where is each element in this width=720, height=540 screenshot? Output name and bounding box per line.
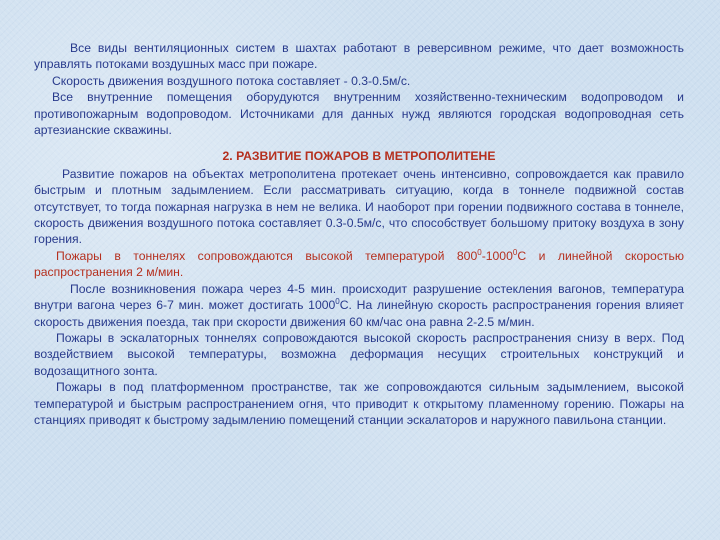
section-paragraph-glass-destruction xyxy=(34,281,684,330)
slide-content xyxy=(34,40,684,428)
intro-paragraph-ventilation: Все виды вентиляционных систем в шахтах работают в реверсивном режиме, что дает возможность управлять потоками воздушных масс при пожаре. xyxy=(34,41,684,72)
glass-destruction-text-b: С. На линейную скорость распространения горения влияет скорость движения поезда, так при скорости движения 60 км/час она равна 2-2.5 м/мин. xyxy=(34,298,684,329)
section-paragraph-escalator-fires: Пожары в эскалаторных тоннелях сопровождаются высокой скорость распространения снизу в верх. Под воздействием высокой температуры, возможна деформация несущих строительных конструкций и водозащитного зонта. xyxy=(34,330,684,378)
section-paragraph-platform-fires: Пожары в под платформенном пространстве, так же сопровождаются сильным задымлением, высокой температурой и быстрым распространением огня, что приводит к открытому пламенному горению. Пожары на станциях приводят к быстрому задымлению помещений станции эскалаторов и наружного павильона станции. xyxy=(34,380,684,427)
tunnel-fires-text-a: Пожары в тоннелях сопровождаются высокой температурой 800 xyxy=(56,248,478,263)
intro-paragraph-airflow-speed: Скорость движения воздушного потока составляет - 0.3-0.5м/с. xyxy=(52,73,411,88)
glass-destruction-text-a: После возникновения пожара через 4-5 мин. происходит разрушение остекления вагонов, температура внутри вагона через 6-7 мин. может достигать 1000 xyxy=(34,281,684,313)
intro-paragraph-water-supply: Все внутренние помещения оборудуются внутренним хозяйственно-техническим водопроводом и противопожарным водопроводом. Источниками для данных нужд являются городская водопроводная сеть артезианские скважины. xyxy=(34,90,684,138)
section-heading: 2. РАЗВИТИЕ ПОЖАРОВ В МЕТРОПОЛИТЕНЕ xyxy=(222,149,496,164)
tunnel-fires-text-b: -1000 xyxy=(481,248,513,263)
section-paragraph-fire-development: Развитие пожаров на объектах метрополитена протекает очень интенсивно, сопровождается как правило быстрым и плотным задымлением. Если рассматривать ситуацию, когда в тоннеле подвижной состав отсутствует, то тогда пожарная нагрузка в нем не велика. И наоборот при горении подвижного состава в тоннеле, скорость движения воздушного потока составляет 0.3-0.5м/с, что способствует большому притоку воздуха в зону горения. xyxy=(34,166,684,247)
degree-sup-3: 0 xyxy=(335,297,340,307)
degree-sup-1: 0 xyxy=(477,247,482,257)
tunnel-fires-text-c: С и линейной скоростью распространения 2 м/мин. xyxy=(34,248,684,280)
section-paragraph-tunnel-fires xyxy=(34,248,684,281)
degree-sup-2: 0 xyxy=(512,247,518,257)
